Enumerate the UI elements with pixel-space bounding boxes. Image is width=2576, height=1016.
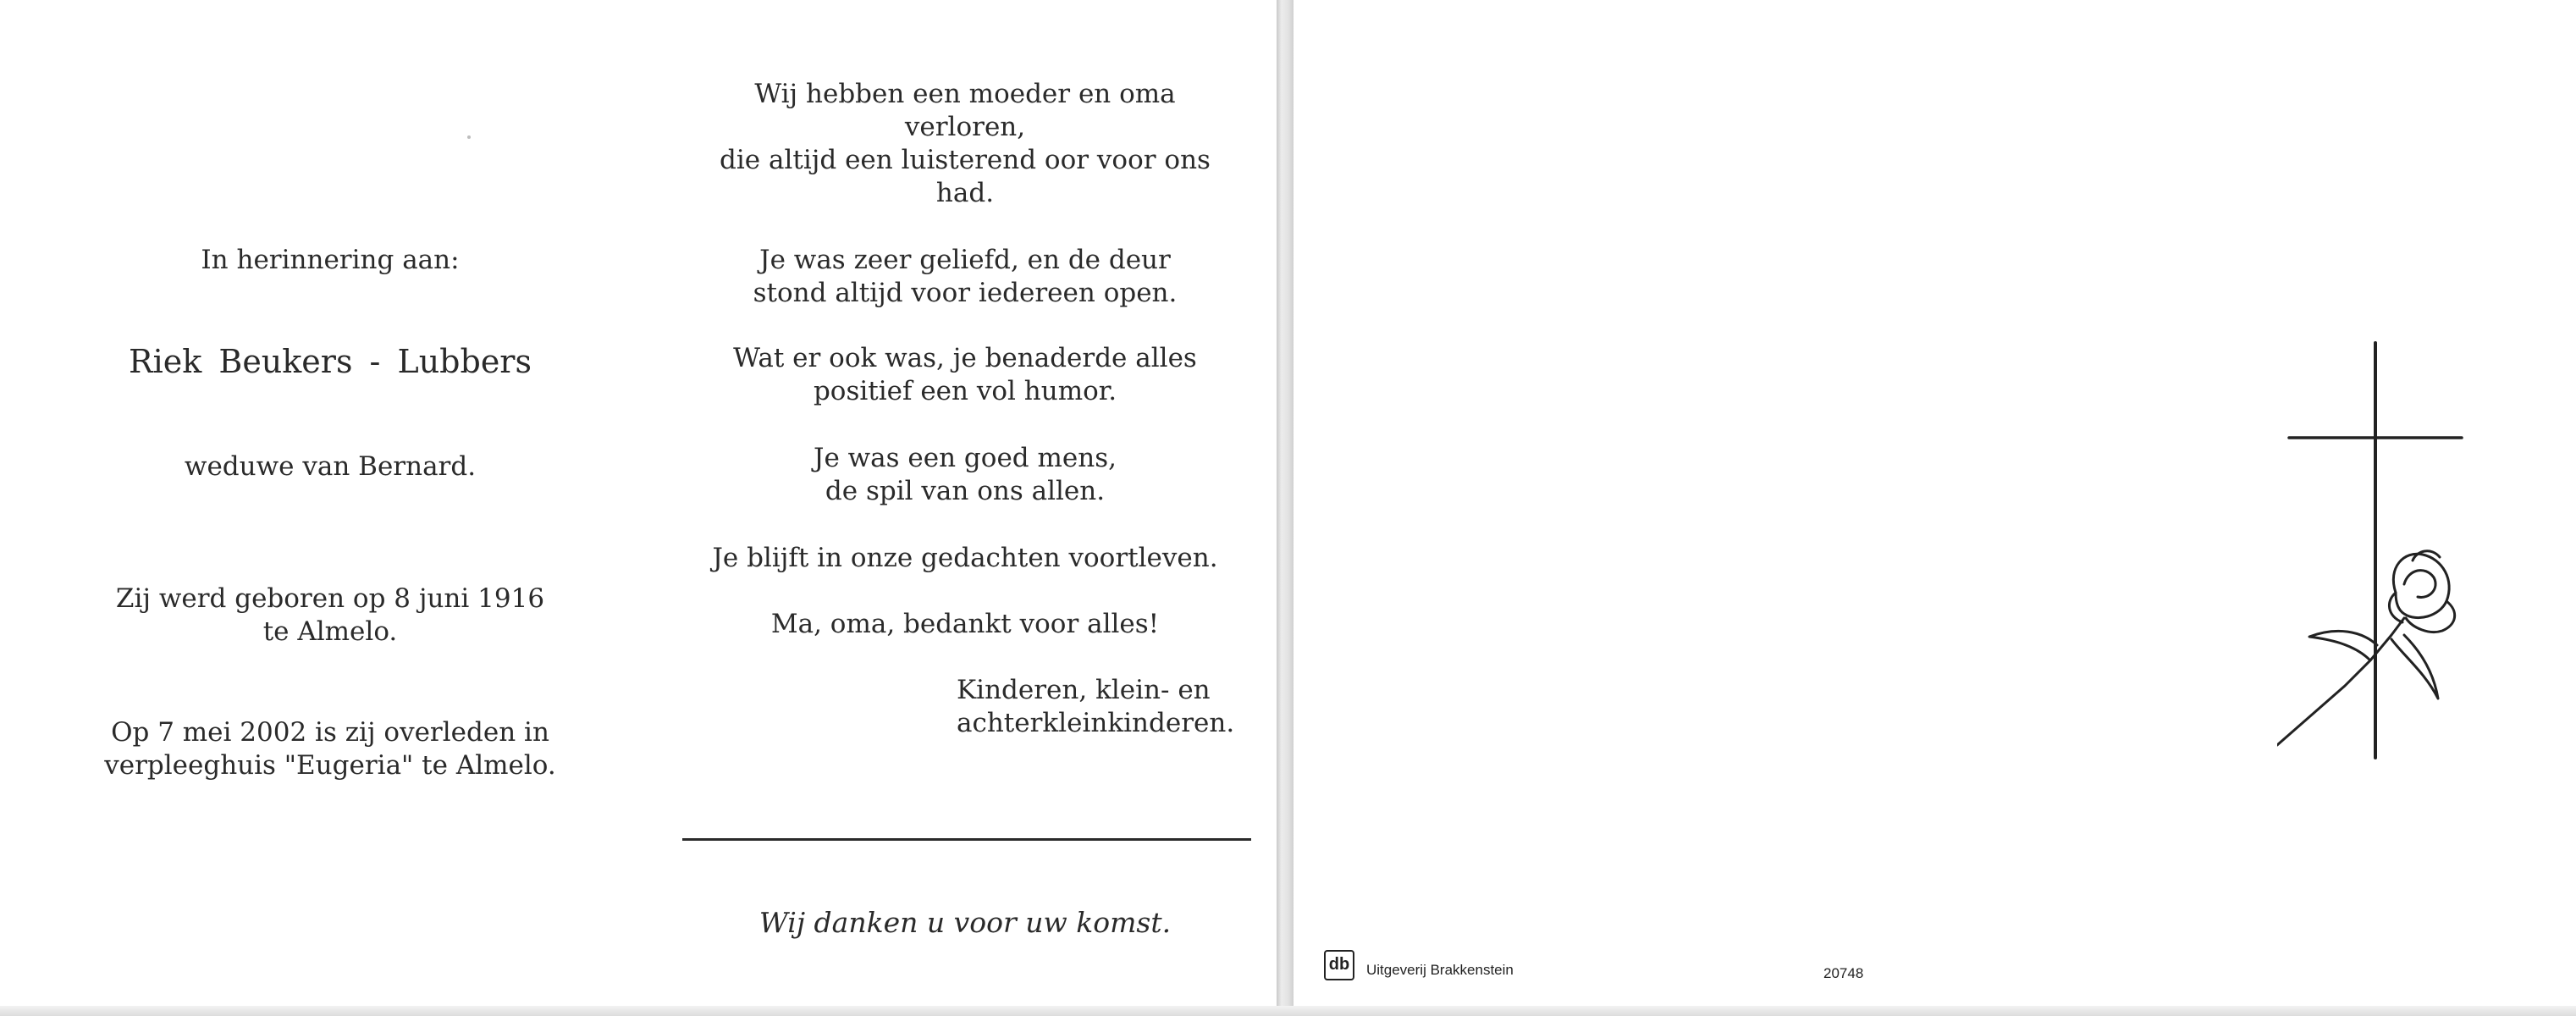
verse-stanza-2: [686, 244, 1244, 310]
widow-of-text: weduwe van Bernard.: [184, 451, 477, 482]
verse-stanza-4: [686, 442, 1244, 508]
verse-line: verloren,: [904, 112, 1026, 142]
publisher-name: Uitgeverij Brakkenstein: [1366, 962, 1514, 978]
signature-block: [957, 674, 1234, 740]
birth-info: [51, 583, 610, 649]
death-line-1: Op 7 mei 2002 is zij overleden in: [111, 717, 549, 748]
birth-line-2: te Almelo.: [262, 616, 398, 647]
card-fold: [1277, 0, 1294, 1016]
verse-line: Wat er ook was, je benaderde alles: [733, 343, 1197, 373]
death-line-2: verpleeghuis "Eugeria" te Almelo.: [104, 750, 556, 781]
birth-line-1: Zij werd geboren op 8 juni 1916: [115, 583, 545, 614]
verse-line: stond altijd voor iedereen open.: [753, 278, 1178, 308]
verse-line: Je was een goed mens,: [814, 443, 1117, 473]
verse-stanza-1: [686, 78, 1244, 210]
death-info: [51, 716, 610, 782]
verse-line: had.: [935, 178, 995, 208]
verse-stanza-5: Je blijft in onze gedachten voortleven.: [712, 543, 1218, 573]
thanks-text: Wij danken u voor uw komst.: [758, 906, 1172, 939]
deceased-name: Riek Beukers - Lubbers: [129, 343, 532, 380]
signature-line-2: achterkleinkinderen.: [957, 708, 1235, 738]
divider-line: [682, 838, 1251, 841]
verse-line: Wij hebben een moeder en oma: [754, 79, 1176, 109]
intro-text: In herinnering aan:: [201, 245, 460, 275]
verse-line: Je was zeer geliefd, en de deur: [759, 245, 1171, 275]
verse-stanza-6: Ma, oma, bedankt voor alles!: [770, 609, 1160, 639]
speck: [467, 135, 471, 139]
verse-line: positief een vol humor.: [813, 376, 1117, 406]
left-page: [0, 0, 1277, 1016]
verse-stanza-3: [686, 342, 1244, 408]
cross-with-rose-icon: [2277, 339, 2480, 770]
publisher-logo: db: [1324, 950, 1354, 980]
scan-edge: [0, 1006, 2576, 1016]
verse-line: de spil van ons allen.: [825, 476, 1106, 506]
signature-line-1: Kinderen, klein- en: [957, 675, 1211, 705]
verse-line: die altijd een luisterend oor voor ons: [720, 145, 1211, 175]
card-code: 20748: [1823, 965, 1864, 981]
